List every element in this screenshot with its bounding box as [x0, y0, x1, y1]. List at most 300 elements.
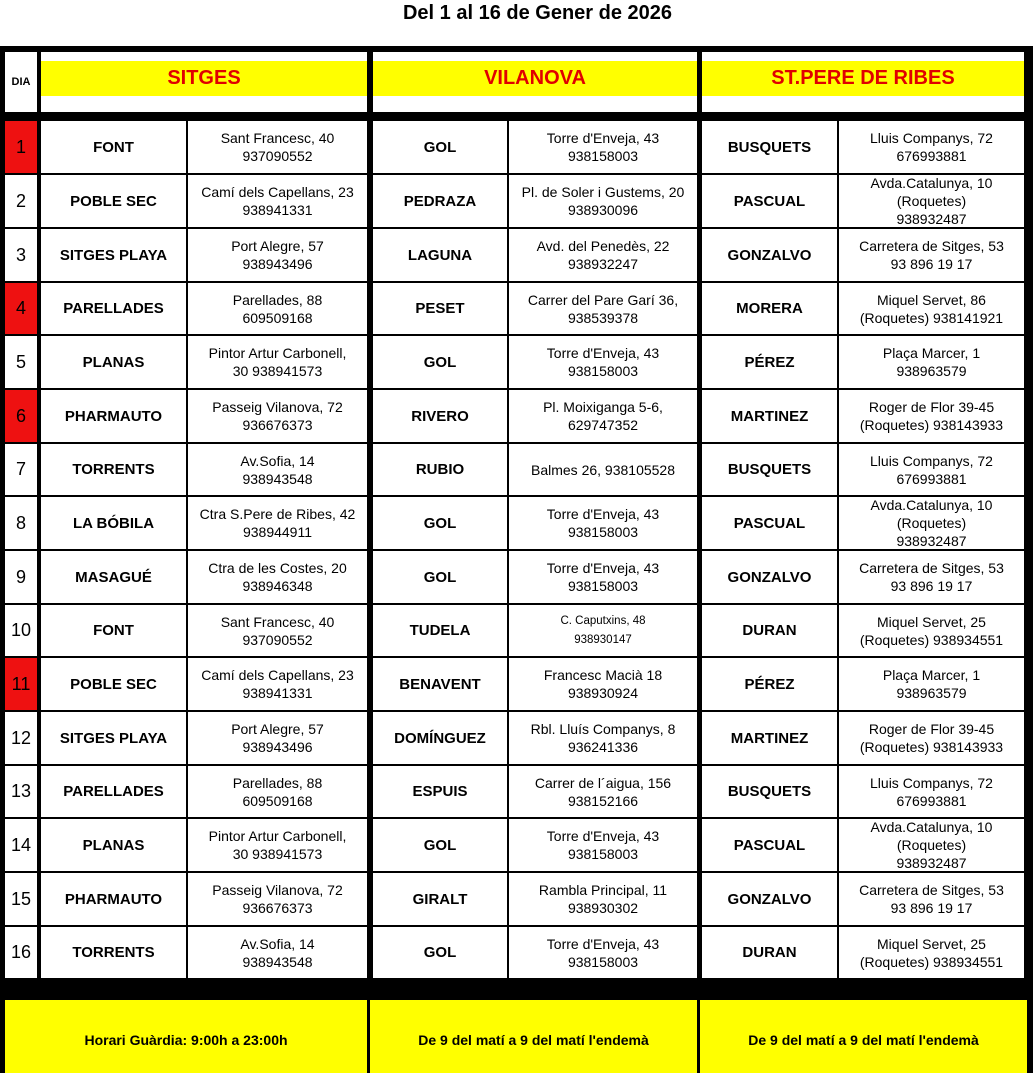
pharmacy-name: BUSQUETS	[727, 783, 812, 800]
pharmacy-address: Plaça Marcer, 1	[882, 345, 981, 361]
pharmacy-phone: 938963579	[896, 685, 967, 701]
pharmacy-address: Torre d'Enveja, 43	[546, 560, 660, 576]
address-block	[233, 291, 323, 327]
pharmacy-name: PARELLADES	[63, 300, 164, 317]
pharmacy-address: Francesc Macià 18	[543, 667, 663, 683]
pharmacy-address: Torre d'Enveja, 43	[546, 828, 660, 844]
pharmacy-address: Ctra S.Pere de Ribes, 42	[199, 506, 356, 522]
pharmacy-name-cell	[373, 390, 507, 442]
day-number: 4	[15, 298, 26, 318]
pharmacy-address-cell	[188, 819, 367, 871]
pharmacy-name-cell	[41, 283, 186, 334]
pharmacy-address-cell	[188, 444, 367, 495]
dia-header	[5, 52, 37, 112]
pharmacy-address: Av.Sofia, 14	[240, 452, 315, 469]
pharmacy-name: PESET	[415, 300, 465, 317]
pharmacy-name-cell	[373, 927, 507, 978]
pharmacy-name: SITGES PLAYA	[59, 729, 168, 747]
pharmacy-phone: (Roquetes) 938934551	[859, 953, 1004, 970]
pharmacy-address-cell	[509, 927, 697, 978]
pharmacy-address-cell	[509, 497, 697, 549]
pharmacy-name: TORRENTS	[72, 461, 155, 478]
address-block	[871, 497, 993, 549]
address-block	[547, 827, 659, 863]
pharmacy-phone: 938943496	[242, 256, 313, 272]
day-number: 7	[15, 459, 26, 479]
footer-schedule	[700, 1000, 1027, 1073]
day-number: 15	[10, 888, 32, 909]
pharmacy-name: MORERA	[736, 300, 803, 317]
pharmacy-address: Camí dels Capellans, 23	[201, 184, 354, 200]
pharmacy-name-cell	[702, 766, 837, 817]
pharmacy-phone: 938158003	[567, 363, 639, 379]
address-block	[860, 720, 1003, 756]
pharmacy-phone: 93 896 19 17	[890, 256, 973, 272]
address-block	[883, 344, 980, 380]
pharmacy-name-cell	[702, 658, 837, 710]
pharmacy-phone: 938158003	[567, 846, 639, 862]
page-title: Del 1 al 16 de Gener de 2026	[402, 2, 673, 24]
pharmacy-name: RIVERO	[411, 407, 469, 425]
address-block	[537, 237, 670, 273]
pharmacy-name-cell	[373, 551, 507, 603]
pharmacy-address: Roger de Flor 39-45	[868, 399, 995, 415]
pharmacy-address-cell	[839, 336, 1024, 388]
pharmacy-phone: 936241336	[567, 739, 639, 755]
pharmacy-name: PASCUAL	[733, 836, 806, 854]
pharmacy-address: Port Alegre, 57	[231, 721, 324, 737]
pharmacy-address: Av.Sofia, 14	[240, 935, 315, 952]
address-block	[201, 183, 354, 219]
header-strip-bottom	[702, 96, 1024, 112]
pharmacy-address-cell	[188, 229, 367, 281]
pharmacy-address: Carretera de Sitges, 53	[859, 560, 1004, 576]
pharmacy-address-cell	[188, 658, 367, 710]
pharmacy-phone: 676993881	[896, 792, 967, 809]
pharmacy-name-cell	[41, 551, 186, 603]
dia-label: DIA	[11, 76, 31, 88]
pharmacy-address-cell	[188, 551, 367, 603]
pharmacy-name-cell	[373, 175, 507, 227]
pharmacy-address: Pl. Moixiganga 5-6,	[543, 399, 663, 415]
pharmacy-phone: (Roquetes) 938141921	[859, 309, 1004, 326]
pharmacy-address: C. Caputxins, 48	[560, 614, 646, 627]
pharmacy-phone: 938930924	[567, 685, 639, 701]
footer-schedule	[5, 1000, 367, 1073]
pharmacy-address-cell	[188, 927, 367, 978]
pharmacy-name-cell	[373, 658, 507, 710]
pharmacy-name-cell	[41, 873, 186, 925]
address-block	[860, 291, 1003, 327]
pharmacy-name-cell	[41, 497, 186, 549]
header-strip-bottom	[373, 96, 697, 112]
address-block	[870, 452, 993, 488]
pharmacy-phone: (Roquetes) 938934551	[859, 631, 1004, 648]
pharmacy-address: Balmes 26, 938105528	[531, 461, 675, 478]
address-block	[208, 559, 347, 595]
pharmacy-phone: 938158003	[567, 524, 639, 540]
pharmacy-address: Plaça Marcer, 1	[882, 667, 981, 683]
pharmacy-address: Avd. del Penedès, 22	[536, 238, 670, 254]
pharmacy-address: Torre d'Enveja, 43	[546, 935, 660, 952]
pharmacy-address: Port Alegre, 57	[231, 238, 324, 254]
pharmacy-address: Rambla Principal, 11	[538, 882, 668, 898]
pharmacy-address: Camí dels Capellans, 23	[201, 667, 354, 683]
address-block	[860, 935, 1003, 971]
pharmacy-name: FONT	[93, 138, 134, 156]
pharmacy-name: PHARMAUTO	[64, 890, 163, 908]
day-cell	[5, 658, 37, 710]
pharmacy-phone: 938932487	[896, 211, 967, 227]
address-block	[870, 774, 993, 810]
pharmacy-address: Passeig Vilanova, 72	[212, 399, 343, 415]
pharmacy-address-cell	[839, 658, 1024, 710]
town-name: ST.PERE DE RIBES	[771, 67, 955, 89]
pharmacy-address: Lluis Companys, 72	[870, 130, 993, 146]
address-block	[231, 237, 324, 273]
pharmacy-name-cell	[41, 766, 186, 817]
schedule-text: De 9 del matí a 9 del matí l'endemà	[418, 1031, 649, 1048]
pharmacy-address-cell	[839, 175, 1024, 227]
pharmacy-name: ESPUIS	[412, 783, 468, 800]
header-strip-bottom	[41, 96, 367, 112]
address-block	[544, 666, 662, 702]
address-block	[871, 819, 993, 871]
pharmacy-name-cell	[702, 283, 837, 334]
pharmacy-name: MARTINEZ	[730, 729, 809, 747]
address-block	[233, 774, 323, 810]
pharmacy-phone: 938930302	[567, 900, 639, 916]
pharmacy-name: GONZALVO	[727, 890, 812, 908]
pharmacy-address-cell	[839, 497, 1024, 549]
day-cell	[5, 497, 37, 549]
pharmacy-phone: 676993881	[896, 470, 967, 487]
pharmacy-address-cell	[188, 605, 367, 656]
pharmacy-name: PLANAS	[82, 353, 145, 371]
pharmacy-address: Torre d'Enveja, 43	[546, 506, 660, 522]
pharmacy-address-cell	[509, 873, 697, 925]
pharmacy-name-cell	[702, 497, 837, 549]
pharmacy-name-cell	[373, 766, 507, 817]
day-cell	[5, 605, 37, 656]
pharmacy-address-cell	[188, 283, 367, 334]
address-block	[547, 559, 659, 595]
pharmacy-name: SITGES PLAYA	[59, 246, 168, 264]
pharmacy-address: Miquel Servet, 25	[877, 613, 986, 630]
day-cell	[5, 551, 37, 603]
pharmacy-address-cell	[509, 658, 697, 710]
pharmacy-name-cell	[702, 551, 837, 603]
pharmacy-address-cell	[509, 121, 697, 173]
address-block	[860, 398, 1003, 434]
pharmacy-name-cell	[41, 336, 186, 388]
address-block	[859, 559, 1004, 595]
address-block	[547, 505, 659, 541]
address-block	[870, 129, 993, 165]
day-number: 3	[15, 244, 26, 265]
pharmacy-phone: 93 896 19 17	[890, 900, 973, 916]
day-number: 14	[10, 834, 32, 855]
pharmacy-address: Roger de Flor 39-45	[868, 721, 995, 737]
pharmacy-address: Torre d'Enveja, 43	[546, 345, 660, 361]
pharmacy-name-cell	[373, 444, 507, 495]
pharmacy-address: Lluis Companys, 72	[870, 774, 993, 791]
pharmacy-name-cell	[373, 819, 507, 871]
pharmacy-phone: 938963579	[896, 363, 967, 379]
day-cell	[5, 175, 37, 227]
pharmacy-name: POBLE SEC	[70, 192, 157, 210]
pharmacy-name-cell	[373, 283, 507, 334]
pharmacy-name-cell	[41, 712, 186, 764]
pharmacy-address: Passeig Vilanova, 72	[212, 882, 343, 898]
pharmacy-name: BUSQUETS	[727, 461, 812, 478]
pharmacy-name: GIRALT	[412, 890, 468, 908]
pharmacy-address-cell	[509, 175, 697, 227]
pharmacy-address: Carrer de l´aigua, 156	[534, 774, 672, 791]
town-header-vilanova	[373, 61, 697, 96]
pharmacy-address: Pl. de Soler i Gustems, 20	[521, 184, 685, 200]
pharmacy-phone: 938941331	[242, 202, 313, 218]
pharmacy-name-cell	[41, 658, 186, 710]
pharmacy-phone: (Roquetes) 938143933	[859, 739, 1004, 755]
pharmacy-name-cell	[41, 175, 186, 227]
day-number: 5	[15, 351, 26, 372]
pharmacy-address: Avda.Catalunya, 10	[870, 497, 993, 513]
day-cell	[5, 873, 37, 925]
pharmacy-address-cell	[839, 551, 1024, 603]
pharmacy-name: LAGUNA	[407, 246, 473, 264]
pharmacy-name-cell	[41, 390, 186, 442]
pharmacy-address-cell	[509, 819, 697, 871]
pharmacy-name-cell	[373, 712, 507, 764]
pharmacy-name: PÉREZ	[744, 675, 795, 693]
pharmacy-address: Sant Francesc, 40	[220, 130, 335, 146]
pharmacy-address-cell	[839, 229, 1024, 281]
pharmacy-name: LA BÓBILA	[72, 514, 155, 532]
pharmacy-phone: 938943548	[242, 953, 313, 970]
pharmacy-phone: 938930096	[567, 202, 639, 218]
pharmacy-address-cell	[839, 712, 1024, 764]
pharmacy-address: Carretera de Sitges, 53	[859, 882, 1004, 898]
pharmacy-name: RUBIO	[415, 461, 465, 478]
pharmacy-name: GOL	[423, 944, 457, 961]
address-block	[201, 666, 354, 702]
pharmacy-name-cell	[41, 229, 186, 281]
day-number: 11	[11, 673, 31, 694]
day-number: 9	[15, 566, 26, 587]
address-block	[547, 344, 659, 380]
pharmacy-address: Parellades, 88	[232, 291, 323, 308]
pharmacy-address: Avda.Catalunya, 10	[870, 819, 993, 835]
header-strip-top	[373, 52, 697, 61]
town-name: SITGES	[167, 67, 241, 89]
pharmacy-phone: 938930147	[574, 633, 632, 646]
pharmacy-name-cell	[373, 873, 507, 925]
address-block	[859, 881, 1004, 917]
pharmacy-phone: 938943496	[242, 739, 313, 755]
day-number: 16	[10, 942, 32, 962]
pharmacy-phone: 936676373	[242, 900, 313, 916]
town-header-ribes	[702, 61, 1024, 96]
address-block	[209, 344, 347, 380]
address-block	[240, 452, 314, 488]
pharmacy-name-cell	[41, 819, 186, 871]
pharmacy-phone: 938932487	[896, 855, 967, 871]
pharmacy-name: FONT	[93, 622, 134, 639]
pharmacy-address-cell	[509, 444, 697, 495]
pharmacy-phone: 937090552	[242, 148, 313, 164]
schedule-text: Horari Guàrdia: 9:00h a 23:00h	[84, 1031, 288, 1048]
pharmacy-phone: 938158003	[567, 578, 639, 594]
pharmacy-name-cell	[373, 229, 507, 281]
address-block	[860, 613, 1003, 649]
pharmacy-phone: 936676373	[242, 417, 313, 433]
address-block	[231, 720, 324, 756]
pharmacy-name: TUDELA	[409, 622, 471, 639]
pharmacy-address: Pintor Artur Carbonell,	[208, 345, 347, 361]
day-cell	[5, 390, 37, 442]
pharmacy-phone: 629747352	[567, 417, 639, 433]
pharmacy-phone: 938944911	[242, 524, 313, 540]
pharmacy-phone: 676993881	[896, 148, 967, 164]
pharmacy-address-cell	[839, 927, 1024, 978]
pharmacy-address-cell	[188, 390, 367, 442]
pharmacy-name: DOMÍNGUEZ	[394, 729, 486, 747]
address-block	[543, 398, 663, 434]
pharmacy-phone: 938932247	[567, 256, 639, 272]
pharmacy-address-cell	[509, 712, 697, 764]
pharmacy-address: (Roquetes)	[896, 515, 967, 531]
pharmacy-phone: 93 896 19 17	[890, 578, 973, 594]
pharmacy-address-cell	[509, 283, 697, 334]
pharmacy-name-cell	[702, 444, 837, 495]
address-block	[221, 613, 335, 649]
pharmacy-address-cell	[839, 283, 1024, 334]
pharmacy-address-cell	[839, 873, 1024, 925]
address-block	[212, 881, 343, 917]
pharmacy-name-cell	[373, 605, 507, 656]
pharmacy-address: (Roquetes)	[896, 193, 967, 209]
pharmacy-name-cell	[41, 605, 186, 656]
pharmacy-name: GOL	[423, 836, 457, 854]
pharmacy-address: Ctra de les Costes, 20	[208, 560, 347, 576]
pharmacy-address-cell	[509, 390, 697, 442]
header-strip-top	[702, 52, 1024, 61]
address-block	[221, 129, 335, 165]
pharmacy-phone: 938158003	[567, 148, 639, 164]
pharmacy-name-cell	[373, 121, 507, 173]
address-block	[212, 398, 343, 434]
pharmacy-name: PHARMAUTO	[64, 407, 163, 425]
pharmacy-address: Torre d'Enveja, 43	[546, 130, 660, 146]
pharmacy-address-cell	[839, 444, 1024, 495]
pharmacy-address-cell	[188, 873, 367, 925]
footer-schedule	[370, 1000, 697, 1073]
town-header-sitges	[41, 61, 367, 96]
pharmacy-address: Pintor Artur Carbonell,	[208, 828, 347, 844]
day-number: 12	[10, 727, 32, 748]
address-block	[522, 183, 685, 219]
day-number: 10	[10, 620, 32, 640]
pharmacy-name-cell	[373, 336, 507, 388]
pharmacy-phone: (Roquetes) 938143933	[859, 417, 1004, 433]
address-block	[200, 505, 356, 541]
pharmacy-name: GOL	[423, 353, 457, 371]
pharmacy-name: POBLE SEC	[70, 675, 157, 693]
pharmacy-address: Parellades, 88	[232, 774, 323, 791]
day-cell	[5, 927, 37, 978]
day-cell	[5, 229, 37, 281]
pharmacy-name: PÉREZ	[744, 353, 795, 371]
address-block	[531, 461, 675, 479]
pharmacy-name: TORRENTS	[72, 944, 155, 961]
pharmacy-address-cell	[188, 497, 367, 549]
pharmacy-name-cell	[702, 605, 837, 656]
address-block	[535, 774, 671, 810]
pharmacy-name-cell	[41, 927, 186, 978]
pharmacy-phone: 937090552	[242, 631, 313, 648]
pharmacy-phone: 938158003	[567, 953, 639, 970]
pharmacy-address-cell	[188, 121, 367, 173]
pharmacy-address: Avda.Catalunya, 10	[870, 175, 993, 191]
pharmacy-name: GOL	[423, 138, 457, 156]
pharmacy-name: MARTINEZ	[730, 407, 809, 425]
pharmacy-address: Miquel Servet, 86	[877, 291, 986, 308]
pharmacy-name-cell	[702, 336, 837, 388]
header-strip-top	[41, 52, 367, 61]
day-cell	[5, 766, 37, 817]
pharmacy-phone: 938932487	[896, 533, 967, 549]
address-block	[547, 935, 659, 971]
pharmacy-address-cell	[188, 766, 367, 817]
pharmacy-name-cell	[702, 819, 837, 871]
address-block	[209, 827, 347, 863]
day-number: 2	[15, 190, 26, 211]
pharmacy-name-cell	[702, 121, 837, 173]
address-block	[531, 720, 676, 756]
schedule-text: De 9 del matí a 9 del matí l'endemà	[748, 1031, 979, 1048]
pharmacy-name-cell	[702, 712, 837, 764]
pharmacy-address-cell	[509, 229, 697, 281]
pharmacy-name: PARELLADES	[63, 783, 164, 800]
pharmacy-phone: 938943548	[242, 470, 313, 487]
address-block	[859, 237, 1004, 273]
day-number: 1	[15, 136, 26, 157]
pharmacy-address: Miquel Servet, 25	[877, 935, 986, 952]
pharmacy-name-cell	[702, 390, 837, 442]
pharmacy-name: PASCUAL	[733, 514, 806, 532]
pharmacy-name: PLANAS	[82, 836, 145, 854]
pharmacy-address-cell	[509, 605, 697, 656]
pharmacy-name: PEDRAZA	[403, 192, 477, 210]
pharmacy-phone: 30 938941573	[232, 363, 323, 379]
address-block	[883, 666, 980, 702]
pharmacy-name: BENAVENT	[399, 675, 481, 693]
pharmacy-phone: 30 938941573	[232, 846, 323, 862]
pharmacy-address-cell	[188, 336, 367, 388]
pharmacy-name: PASCUAL	[733, 192, 806, 210]
day-number: 8	[15, 512, 26, 533]
pharmacy-address-cell	[509, 551, 697, 603]
pharmacy-name: GONZALVO	[727, 246, 812, 264]
address-block	[560, 612, 645, 650]
pharmacy-name-cell	[702, 873, 837, 925]
pharmacy-name-cell	[41, 121, 186, 173]
town-name: VILANOVA	[484, 67, 586, 89]
address-block	[240, 935, 314, 971]
address-block	[547, 129, 659, 165]
day-cell	[5, 283, 37, 334]
